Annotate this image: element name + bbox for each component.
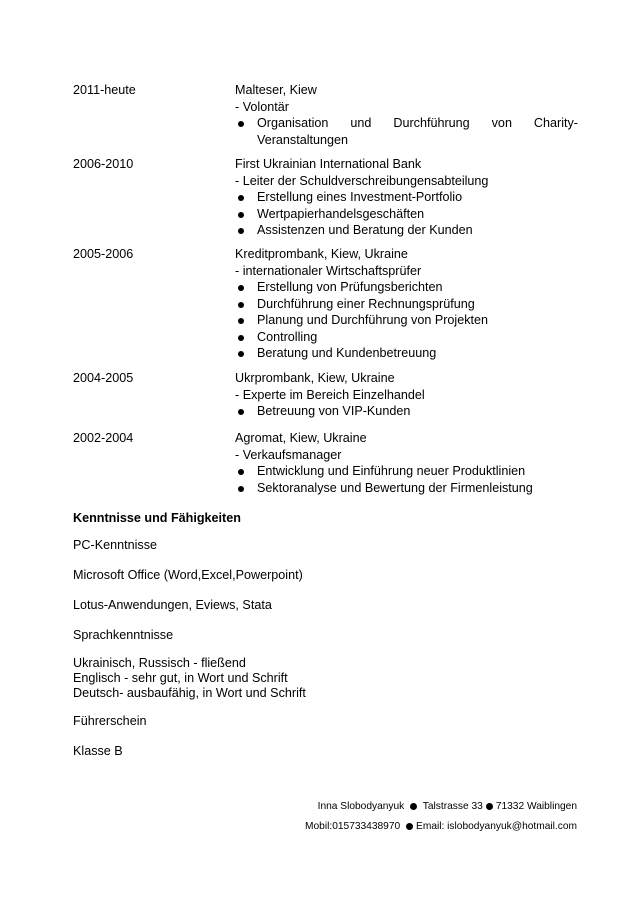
bullet-item <box>235 480 578 497</box>
bullet-icon <box>238 486 244 492</box>
license-value: Klasse B <box>73 744 123 758</box>
entry-content <box>235 246 578 362</box>
language-item: Englisch - sehr gut, in Wort und Schrift <box>73 671 288 685</box>
entry-content <box>235 156 578 239</box>
entry-role: - Volontär <box>235 99 289 114</box>
pc-skills-heading: PC-Kenntnisse <box>73 538 157 552</box>
entry-content <box>235 430 578 496</box>
bullet-item <box>235 403 578 420</box>
bullet-text: Erstellung von Prüfungsberichten <box>257 280 443 294</box>
section-heading-skills: Kenntnisse und Fähigkeiten <box>73 511 241 525</box>
footer-name: Inna Slobodyanyuk <box>317 801 405 812</box>
footer-address-line <box>318 801 577 812</box>
bullet-text: Sektoranalyse und Bewertung der Firmenleistung <box>257 480 533 495</box>
bullet-text: Planung und Durchführung von Projekten <box>257 313 489 327</box>
bullet-text: Wertpapierhandelsgeschäften <box>257 206 425 221</box>
entry-role: - internationaler Wirtschaftsprüfer <box>235 263 422 278</box>
bullet-icon <box>238 469 244 475</box>
bullet-item <box>235 279 578 296</box>
entry-company: First Ukrainian International Bank <box>235 157 422 171</box>
bullet-text: Controlling <box>257 329 318 344</box>
pc-skill-item: Lotus-Anwendungen, Eviews, Stata <box>73 598 272 612</box>
separator-dot-icon <box>406 823 413 830</box>
separator-dot-icon <box>410 803 417 810</box>
bullet-icon <box>238 318 244 324</box>
bullet-icon <box>238 302 244 308</box>
bullet-text: Betreuung von VIP-Kunden <box>257 404 411 418</box>
bullet-icon <box>238 212 244 218</box>
bullet-item <box>235 206 578 223</box>
bullet-icon <box>238 335 244 341</box>
entry-content <box>235 82 578 148</box>
footer-mobile: Mobil:015733438970 <box>305 821 401 832</box>
pc-skill-item: Microsoft Office (Word,Excel,Powerpoint) <box>73 568 303 582</box>
bullet-text: Assistenzen und Beratung der Kunden <box>257 223 473 237</box>
entry-date: 2004-2005 <box>73 371 134 385</box>
bullet-icon <box>238 409 244 415</box>
entry-role: - Experte im Bereich Einzelhandel <box>235 387 425 402</box>
entry-date: 2002-2004 <box>73 431 134 445</box>
bullet-item <box>235 312 578 329</box>
language-item: Ukrainisch, Russisch - fließend <box>73 656 246 670</box>
footer-city: 71332 Waiblingen <box>495 801 577 812</box>
bullet-icon <box>238 285 244 291</box>
entry-content <box>235 370 578 420</box>
footer-street: Talstrasse 33 <box>422 801 483 812</box>
bullet-text: Organisation und Durchführung von Charity- <box>257 116 578 130</box>
footer-email: Email: islobodyanyuk@hotmail.com <box>416 821 577 832</box>
entry-company: Malteser, Kiew <box>235 83 317 97</box>
bullet-item <box>235 115 578 148</box>
language-skills-heading: Sprachkenntnisse <box>73 628 174 642</box>
bullet-item <box>235 345 578 362</box>
entry-role: - Verkaufsmanager <box>235 447 342 462</box>
bullet-text: Entwicklung und Einführung neuer Produktlinien <box>257 464 526 478</box>
license-heading: Führerschein <box>73 714 147 728</box>
entry-company: Ukrprombank, Kiew, Ukraine <box>235 371 395 385</box>
bullet-item <box>235 222 578 239</box>
bullet-icon <box>238 195 244 201</box>
bullet-text: Erstellung eines Investment-Portfolio <box>257 190 463 204</box>
bullet-icon <box>238 121 244 127</box>
separator-dot-icon <box>486 803 493 810</box>
bullet-item <box>235 189 578 206</box>
bullet-icon <box>238 351 244 357</box>
entry-date: 2005-2006 <box>73 247 134 261</box>
bullet-icon <box>238 228 244 234</box>
language-item: Deutsch- ausbaufähig, in Wort und Schrift <box>73 686 306 700</box>
entry-role: - Leiter der Schuldverschreibungensabteilung <box>235 173 489 188</box>
bullet-item <box>235 296 578 313</box>
entry-date: 2006-2010 <box>73 157 134 171</box>
entry-company: Kreditprombank, Kiew, Ukraine <box>235 247 408 261</box>
entry-date: 2011-heute <box>73 83 136 97</box>
bullet-item <box>235 329 578 346</box>
bullet-text: Durchführung einer Rechnungsprüfung <box>257 296 475 311</box>
footer-contact-line <box>305 821 577 832</box>
bullet-item <box>235 463 578 480</box>
bullet-text: Beratung und Kundenbetreuung <box>257 346 437 360</box>
bullet-continuation: Veranstaltungen <box>257 132 349 147</box>
entry-company: Agromat, Kiew, Ukraine <box>235 431 367 445</box>
